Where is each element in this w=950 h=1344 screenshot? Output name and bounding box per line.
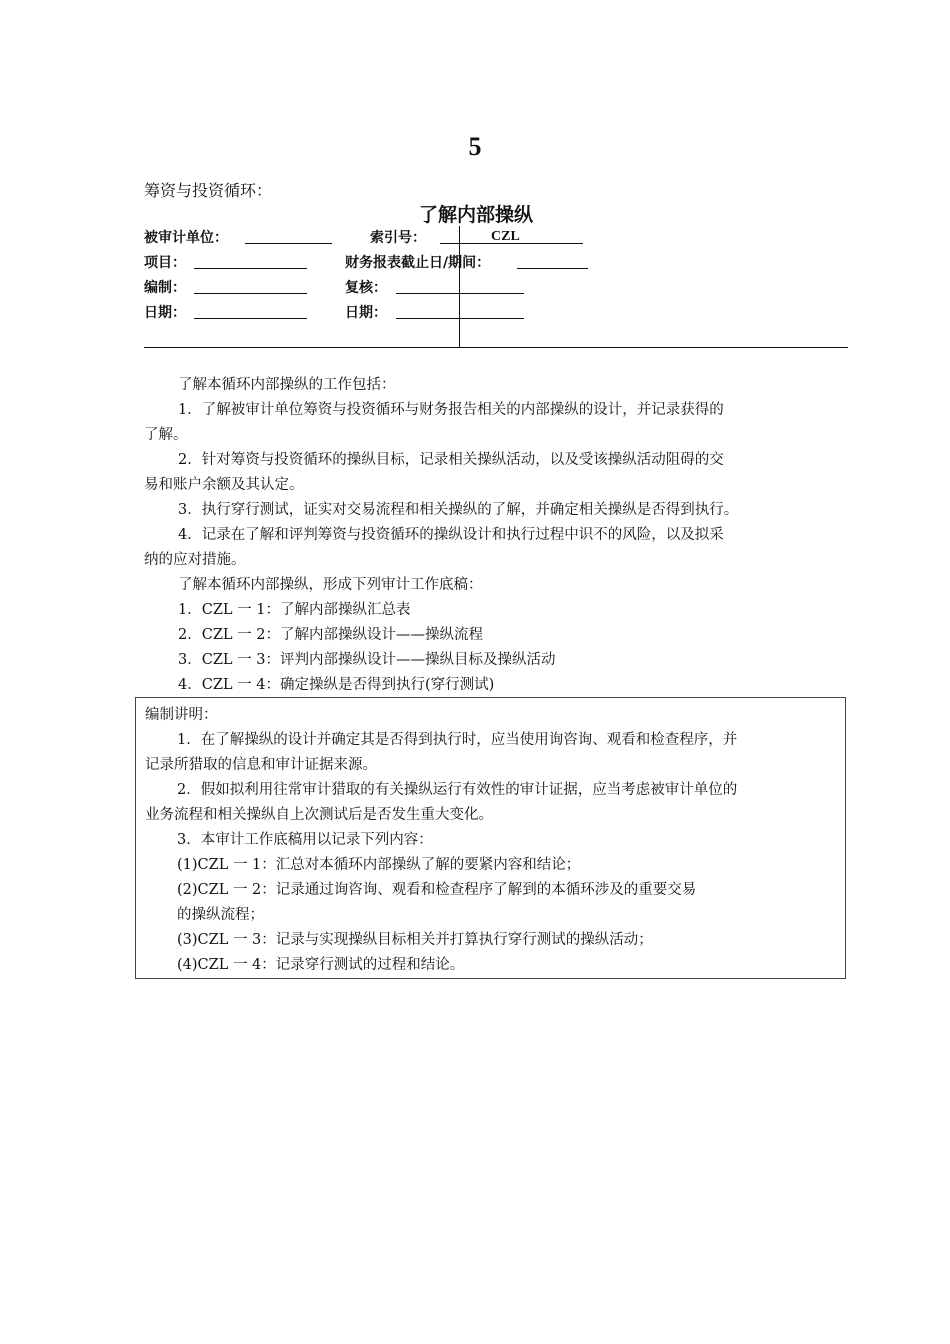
page-number: 5 xyxy=(468,132,482,161)
review-field xyxy=(396,293,524,294)
period-field xyxy=(517,268,588,269)
note-line: 记录所猎取的信息和审计证据来源。 xyxy=(145,757,377,773)
review-label: 复核： xyxy=(345,280,387,296)
body-line: 易和账户余额及其认定。 xyxy=(144,477,304,493)
notes-heading: 编制讲明： xyxy=(145,707,218,723)
body-line: 了解。 xyxy=(144,427,188,443)
preparation-notes-box xyxy=(135,697,846,979)
body-line: 了解本循环内部操纵的工作包括： xyxy=(178,377,396,393)
prepared-label: 编制： xyxy=(144,280,186,296)
body-line: 3．执行穿行测试，证实对交易流程和相关操纵的了解，并确定相关操纵是否得到执行。 xyxy=(178,502,739,518)
body-line: 了解本循环内部操纵，形成下列审计工作底稿： xyxy=(178,577,483,593)
header-rule xyxy=(144,347,848,348)
date-label-right: 日期： xyxy=(345,305,387,321)
prepared-field xyxy=(194,293,307,294)
body-line: 纳的应对措施。 xyxy=(144,552,246,568)
auditee-field xyxy=(245,243,332,244)
note-line: 业务流程和相关操纵自上次测试后是否发生重大变化。 xyxy=(145,807,493,823)
body-line: 2．CZL 一 2：了解内部操纵设计——操纵流程 xyxy=(178,627,483,643)
date-field-left xyxy=(194,318,307,319)
body-line: 1．了解被审计单位筹资与投资循环与财务报告相关的内部操纵的设计，并记录获得的 xyxy=(178,402,724,418)
project-field xyxy=(194,268,307,269)
note-line: (3)CZL 一 3：记录与实现操纵目标相关并打算执行穿行测试的操纵活动； xyxy=(177,932,653,948)
header-divider xyxy=(459,226,460,347)
note-line: 1．在了解操纵的设计并确定其是否得到执行时，应当使用询咨询、观看和检查程序，并 xyxy=(177,732,738,748)
note-line: 2．假如拟利用往常审计猎取的有关操纵运行有效性的审计证据，应当考虑被审计单位的 xyxy=(177,782,738,798)
section-title: 筹资与投资循环： xyxy=(144,181,273,200)
note-line: (1)CZL 一 1：汇总对本循环内部操纵了解的要紧内容和结论； xyxy=(177,857,581,873)
date-field-right xyxy=(396,318,524,319)
document-title: 了解内部操纵 xyxy=(418,204,533,226)
note-line: 3．本审计工作底稿用以记录下列内容： xyxy=(177,832,433,848)
note-line: (2)CZL 一 2：记录通过询咨询、观看和检查程序了解到的本循环涉及的重要交易 xyxy=(177,882,697,898)
body-line: 3．CZL 一 3：评判内部操纵设计——操纵目标及操纵活动 xyxy=(178,652,556,668)
date-label-left: 日期： xyxy=(144,305,186,321)
auditee-label: 被审计单位： xyxy=(144,230,228,246)
index-value: CZL xyxy=(491,229,520,244)
body-line: 2．针对筹资与投资循环的操纵目标，记录相关操纵活动，以及受该操纵活动阻碍的交 xyxy=(178,452,724,468)
project-label: 项目： xyxy=(144,255,186,271)
note-line: 的操纵流程； xyxy=(177,907,264,923)
body-line: 4．记录在了解和评判筹资与投资循环的操纵设计和执行过程中识不的风险，以及拟采 xyxy=(178,527,724,543)
period-label: 财务报表截止日/期间： xyxy=(345,255,491,271)
index-label: 索引号： xyxy=(370,230,426,246)
body-line: 1．CZL 一 1：了解内部操纵汇总表 xyxy=(178,602,411,618)
note-line: (4)CZL 一 4：记录穿行测试的过程和结论。 xyxy=(177,957,465,973)
body-line: 4．CZL 一 4：确定操纵是否得到执行(穿行测试) xyxy=(178,677,495,693)
